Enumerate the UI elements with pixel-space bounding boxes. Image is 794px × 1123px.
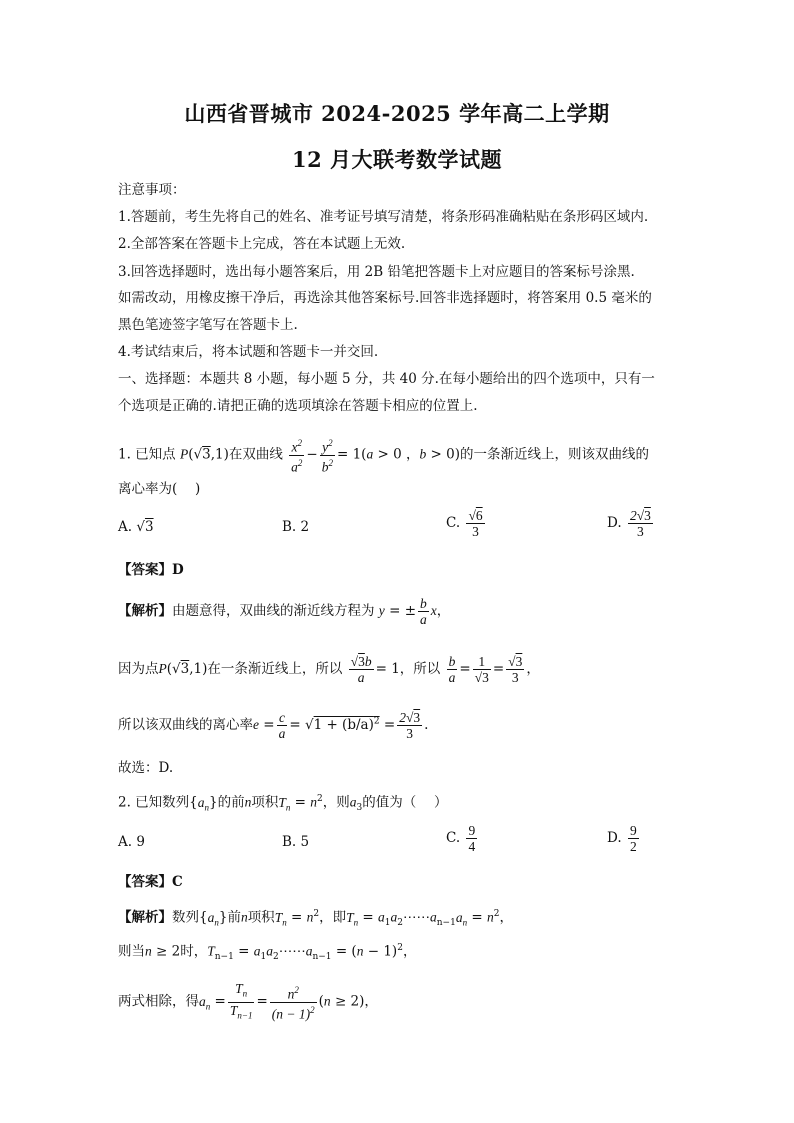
analysis-1-line: 所以该双曲线的离心率e = $\frac{c}{a}$ = $√1 + (b/a)^2$ = $\frac{2√3}{3}$ . bbox=[118, 710, 429, 741]
analysis-2-line: 【解析】数列$\{a_n\}$前n项积$T_n = n^2$，即$T_n$ = $a_1a_2\cdots\cdots a_{n-1}a_n = n^2$， bbox=[118, 909, 513, 929]
section-heading: 一、选择题：本题共 8 小题，每小题 5 分，共 40 分.在每小题给出的四个选项中，只有一 bbox=[118, 371, 655, 387]
question-2-stem: 2. 已知数列$\{a_n\}$的前n项积$T_n = n^2$，则$a_3$的值为（ ） bbox=[118, 794, 448, 814]
option-c: C. $\frac{√6}{3}$ bbox=[446, 508, 483, 539]
analysis-1-conclusion: 故选：D. bbox=[118, 760, 174, 776]
question-1-stem: 1. 已知点 P(√3,1)在双曲线 $\frac{x^2}{a^2}$ − $\frac{y^2}{b^2}$ = 1(a > 0 ，b > 0)的一条渐近线上，则该双曲线的 bbox=[118, 438, 649, 474]
notice-item: 4.考试结束后，将本试题和答题卡一并交回. bbox=[118, 344, 379, 360]
notice-item: 3.回答选择题时，选出每小题答案后，用 2B 铅笔把答题卡上对应题目的答案标号涂黑. bbox=[118, 264, 635, 280]
section-instruction: 个选项是正确的.请把正确的选项填涂在答题卡相应的位置上. bbox=[118, 398, 478, 414]
option-c: C. $\frac{9}{4}$ bbox=[446, 823, 476, 854]
analysis-2-line: 两式相除，得$a_n$ = $\frac{T_n}{T_{n-1}}$ = $\frac{n^2}{(n - 1)^2}$ (n ≥ 2)， bbox=[118, 981, 378, 1022]
analysis-2-line: 则当n ≥ 2时，$T_{n-1}$ = $a_1a_2\cdots\cdots a_{n-1} = (n - 1)^2$， bbox=[118, 943, 417, 963]
page-subtitle: 12 月大联考数学试题 bbox=[291, 147, 503, 172]
analysis-1-line: 【解析】由题意得，双曲线的渐近线方程为 y = ± $\frac{b}{a}$ x， bbox=[118, 596, 451, 627]
option-a: A. 9 bbox=[118, 834, 145, 850]
option-d: D. $\frac{9}{2}$ bbox=[607, 823, 637, 854]
answer-2: 【答案】C bbox=[118, 874, 183, 890]
analysis-1-line: 因为点P(√3,1)在一条渐近线上，所以 $\frac{√3b}{a}$ = 1，所以 $\frac{b}{a}$ = $\frac{1}{√3}$ = $\frac{√3}{3}$ ， bbox=[118, 654, 540, 685]
notice-item: 如需改动，用橡皮擦干净后，再选涂其他答案标号.回答非选择题时，将答案用 0.5 毫米的 bbox=[118, 290, 652, 306]
answer-1: 【答案】D bbox=[118, 562, 184, 578]
notice-item: 黑色笔迹签字笔写在答题卡上. bbox=[118, 317, 298, 333]
page-title: 山西省晋城市 2024-2025 学年高二上学期 bbox=[184, 101, 610, 126]
option-a: A. √3 bbox=[118, 519, 154, 535]
option-b: B. 2 bbox=[282, 519, 310, 535]
notice-item: 1.答题前，考生先将自己的姓名、准考证号填写清楚，将条形码准确粘贴在条形码区域内. bbox=[118, 209, 649, 225]
option-b: B. 5 bbox=[282, 834, 310, 850]
notice-item: 2.全部答案在答题卡上完成，答在本试题上无效. bbox=[118, 236, 406, 252]
notice-heading: 注意事项： bbox=[118, 182, 186, 198]
option-d: D. $\frac{2√3}{3}$ bbox=[607, 508, 651, 539]
question-1-stem-cont: 离心率为( ) bbox=[118, 481, 201, 497]
